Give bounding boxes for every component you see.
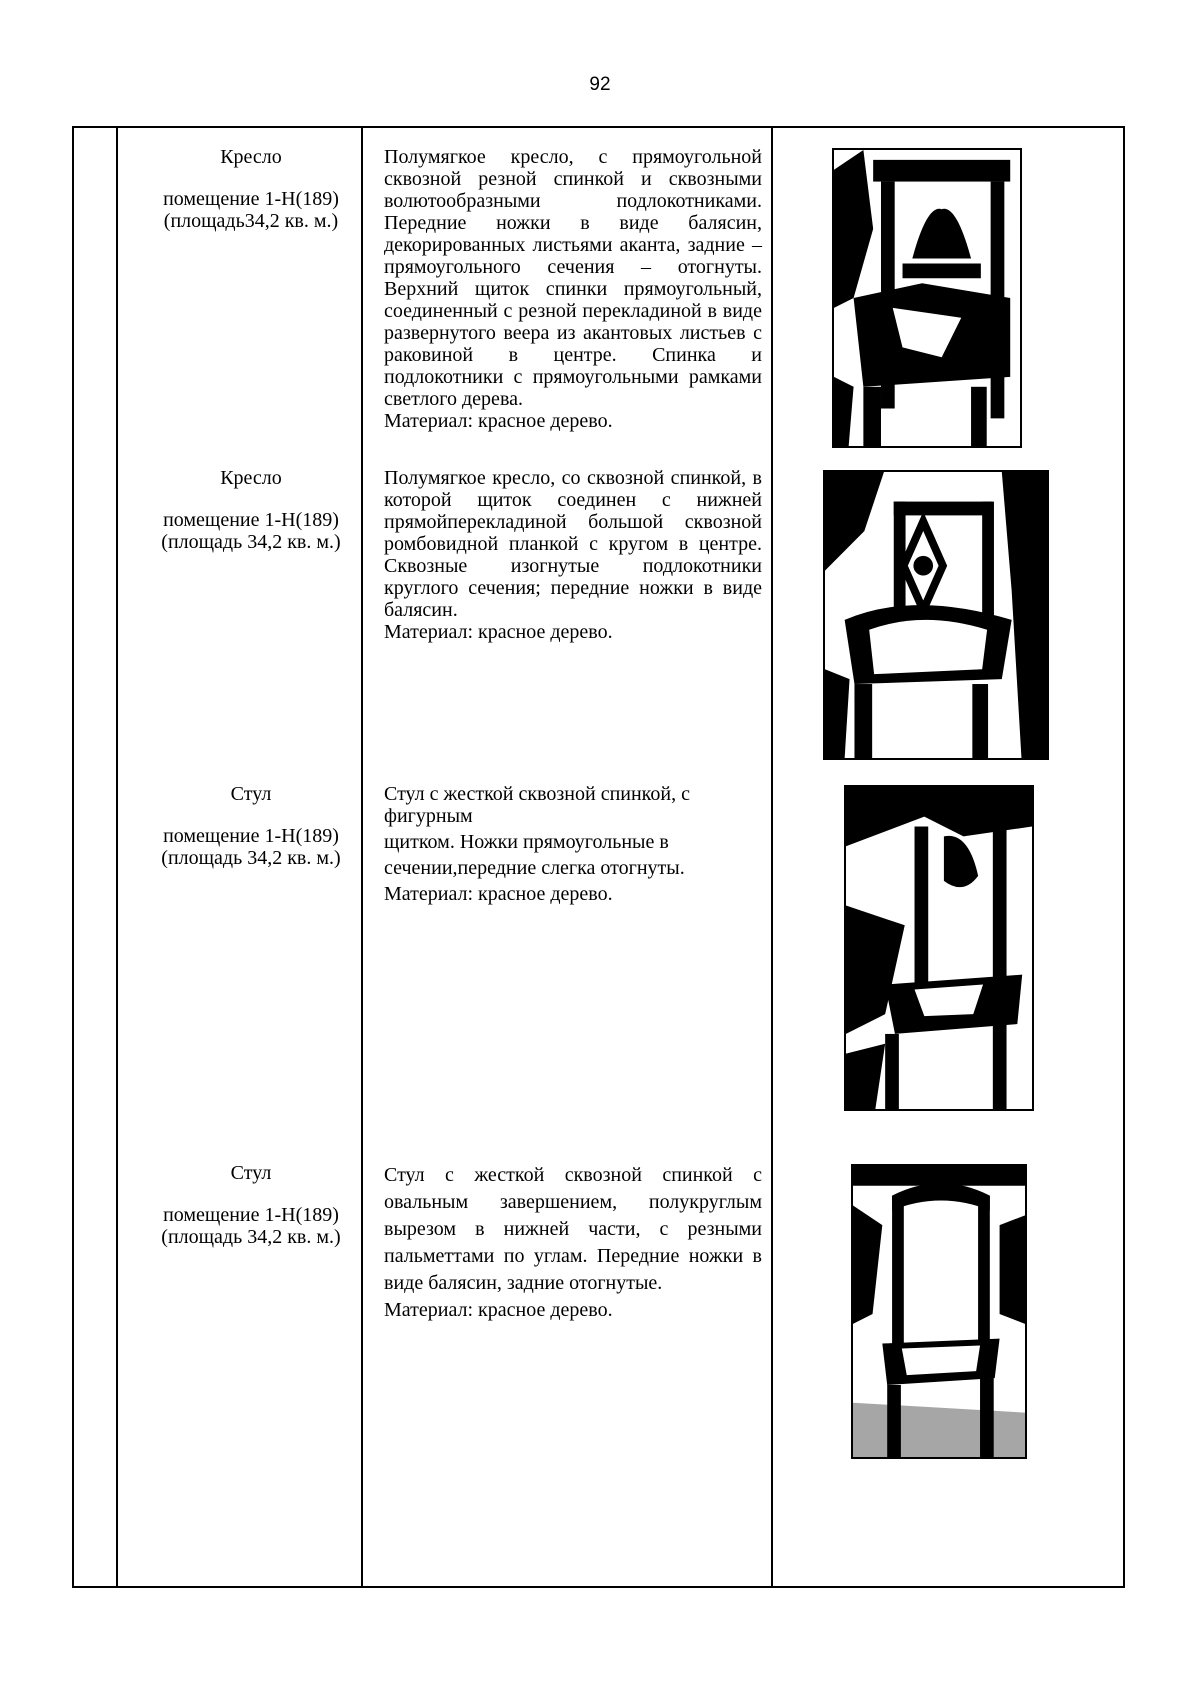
item-area: (площадь 34,2 кв. м.) — [161, 847, 341, 869]
item-description-cell — [384, 467, 762, 643]
inventory-table — [72, 126, 1125, 1588]
item-location: помещение 1-Н(189) — [163, 188, 339, 210]
armchair-photo-icon — [825, 472, 1047, 758]
page-number: 92 — [589, 74, 611, 95]
item-description-line: щитком. Ножки прямоугольные в — [384, 831, 669, 853]
item-area: (площадь 34,2 кв. м.) — [161, 1226, 341, 1248]
item-location: помещение 1-Н(189) — [163, 825, 339, 847]
item-location: помещение 1-Н(189) — [163, 1204, 339, 1226]
item-description: Полумягкое кресло, с прямоугольной сквозной резной спинкой и сквозными волютообразными подлокотниками. Передние ножки в виде балясин, декорированных листьями аканта, задние – прямоугольного сечения – отогнуты. Верхний щиток спинки прямоугольный, соединенный с резной перекладиной в виде развернутого веера из акантовых листьев с раковиной в центре. Спинка и подлокотники с прямоугольными рамками светлого дерева. — [384, 146, 762, 410]
column-divider — [116, 128, 118, 1586]
item-name-cell — [136, 467, 366, 553]
chair-photo-icon — [853, 1166, 1025, 1457]
item-description-line: сечении,передние слегка отогнуты. — [384, 857, 685, 879]
chair-photo — [851, 1164, 1027, 1459]
item-name-cell — [136, 783, 366, 869]
armchair-photo-icon — [834, 150, 1020, 446]
armchair-photo — [832, 148, 1022, 448]
column-divider — [771, 128, 773, 1586]
armchair-photo — [823, 470, 1049, 760]
item-title: Стул — [230, 1162, 272, 1184]
item-material: Материал: красное дерево. — [384, 883, 613, 905]
item-title: Кресло — [220, 467, 282, 489]
item-description: Стул с жесткой сквозной спинкой с овальным завершением, полукруглым вырезом в нижней части, с резными пальметтами по углам. Передние ножки в виде балясин, задние отогнутые. — [384, 1164, 762, 1294]
item-description: Полумягкое кресло, со сквозной спинкой, в которой щиток соединен с нижней прямойперекладиной большой сквозной ромбовидной планкой с кругом в центре. Сквозные изогнутые подлокотники круглого сечения; передние ножки в виде балясин. — [384, 467, 762, 621]
item-material: Материал: красное дерево. — [384, 621, 613, 643]
item-area: (площадь 34,2 кв. м.) — [161, 531, 341, 553]
item-description-cell — [384, 146, 762, 432]
item-title: Стул — [230, 783, 272, 805]
item-location: помещение 1-Н(189) — [163, 509, 339, 531]
item-area: (площадь34,2 кв. м.) — [163, 210, 339, 232]
item-name-cell — [136, 146, 366, 232]
item-name-cell — [136, 1162, 366, 1248]
chair-photo-icon — [846, 787, 1032, 1109]
item-title: Кресло — [220, 146, 282, 168]
item-material: Материал: красное дерево. — [384, 1299, 613, 1321]
item-description-line: Стул с жесткой сквозной спинкой, с фигурным — [384, 783, 690, 827]
item-description-cell — [384, 1162, 762, 1324]
item-material: Материал: красное дерево. — [384, 410, 613, 432]
chair-photo — [844, 785, 1034, 1111]
item-description-cell — [384, 783, 762, 905]
